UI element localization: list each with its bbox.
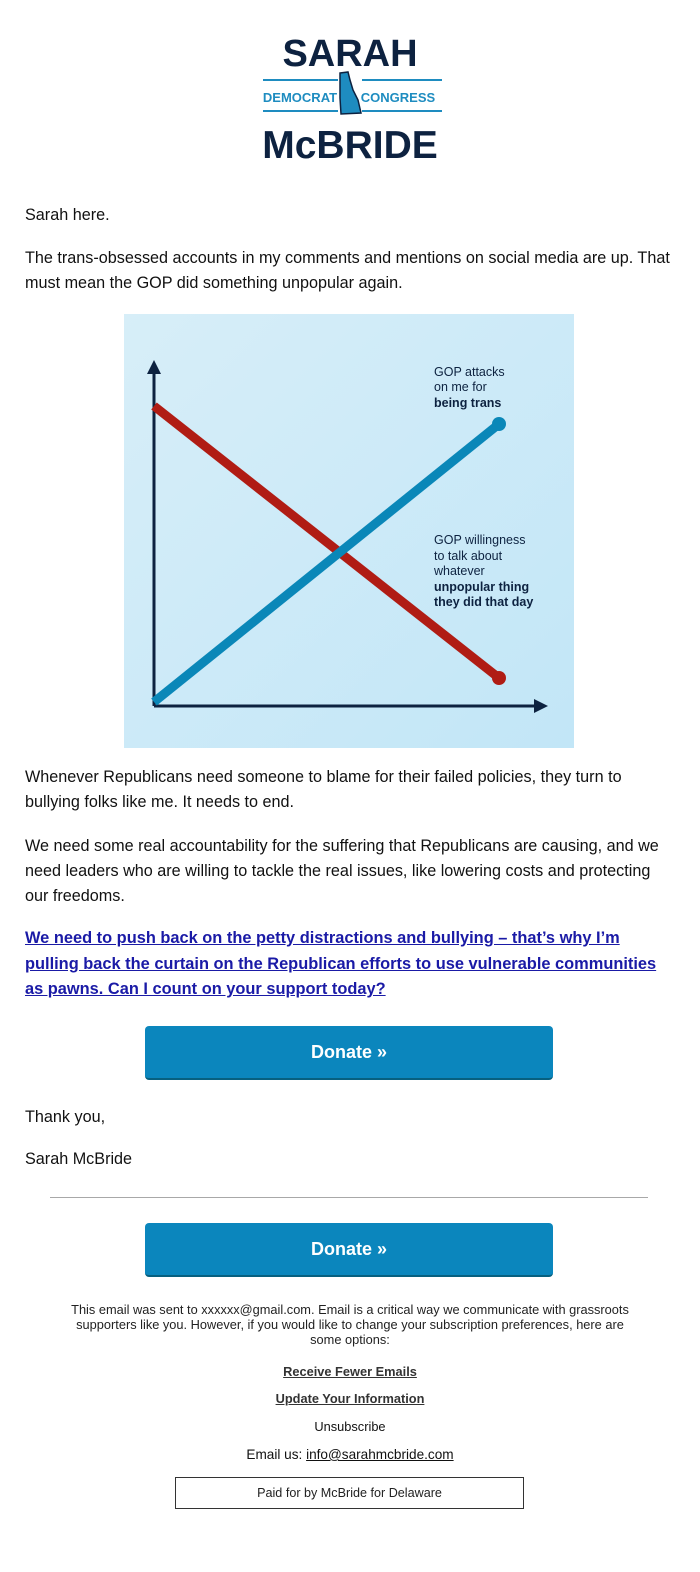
divider: [50, 1197, 648, 1198]
campaign-logo: [0, 28, 700, 168]
label-willingness-line: they did that day: [434, 595, 534, 609]
logo-first-name: SARAH: [282, 33, 418, 75]
paid-for-disclaimer: Paid for by McBride for Delaware: [175, 1477, 524, 1509]
label-attacks-line: on me for: [434, 380, 487, 394]
email-us-line: [0, 1447, 700, 1462]
label-willingness-line: whatever: [434, 564, 485, 578]
series-endpoint-attacks: [492, 417, 506, 431]
update-information-link[interactable]: Update Your Information: [275, 1391, 425, 1406]
label-willingness-line: GOP willingness: [434, 533, 526, 547]
paragraph-1: The trans-obsessed accounts in my comments and mentions on social media are up. That must mean the GOP did something unpopular again.: [25, 249, 670, 292]
cta-paragraph: [25, 926, 675, 1003]
label-attacks-line: being trans: [434, 396, 502, 410]
donate-button[interactable]: Donate »: [145, 1026, 553, 1080]
series-endpoint-willingness: [492, 671, 506, 685]
footer-link-row: [0, 1419, 700, 1434]
logo-mark: [240, 28, 460, 168]
logo-right-label: CONGRESS: [360, 90, 436, 105]
greeting: Sarah here.: [25, 206, 110, 224]
cta-link[interactable]: We need to push back on the petty distractions and bullying – that’s why I’m pulling back the curtain on the Republican efforts to use vulnerable communities as pawns. Can I count on your support today?: [25, 929, 657, 998]
footer-note: This email was sent to xxxxxx@gmail.com. Email is a critical way we communicate with grassroots supporters like you. However, if you would like to change your subscription preferences, here are some options:: [71, 1302, 629, 1347]
chart-background: [124, 314, 574, 748]
closing: Thank you,: [25, 1108, 106, 1126]
satirical-line-chart: [124, 314, 574, 748]
paragraph-3: We need some real accountability for the suffering that Republicans are causing, and we need leaders who are willing to tackle the real issues, like lowering costs and protecting our freedoms.: [25, 837, 659, 905]
footer-link-row: [0, 1391, 700, 1406]
footer-link-row: [0, 1364, 700, 1379]
label-willingness-line: unpopular thing: [434, 580, 530, 594]
unsubscribe-link[interactable]: Unsubscribe: [314, 1419, 386, 1434]
signature: Sarah McBride: [25, 1150, 133, 1168]
logo-last-name: McBRIDE: [262, 124, 438, 167]
email-link[interactable]: info@sarahmcbride.com: [306, 1447, 454, 1462]
logo-left-label: DEMOCRAT: [262, 90, 338, 105]
delaware-shape-icon: [340, 72, 361, 114]
paragraph-2: Whenever Republicans need someone to blame for their failed policies, they turn to bullying folks like me. It needs to end.: [25, 768, 622, 811]
label-willingness-line: to talk about: [434, 549, 503, 563]
receive-fewer-emails-link[interactable]: Receive Fewer Emails: [283, 1364, 417, 1379]
email-us-label: Email us:: [246, 1447, 307, 1462]
donate-button-footer[interactable]: Donate »: [145, 1223, 553, 1277]
label-attacks-line: GOP attacks: [434, 365, 505, 379]
